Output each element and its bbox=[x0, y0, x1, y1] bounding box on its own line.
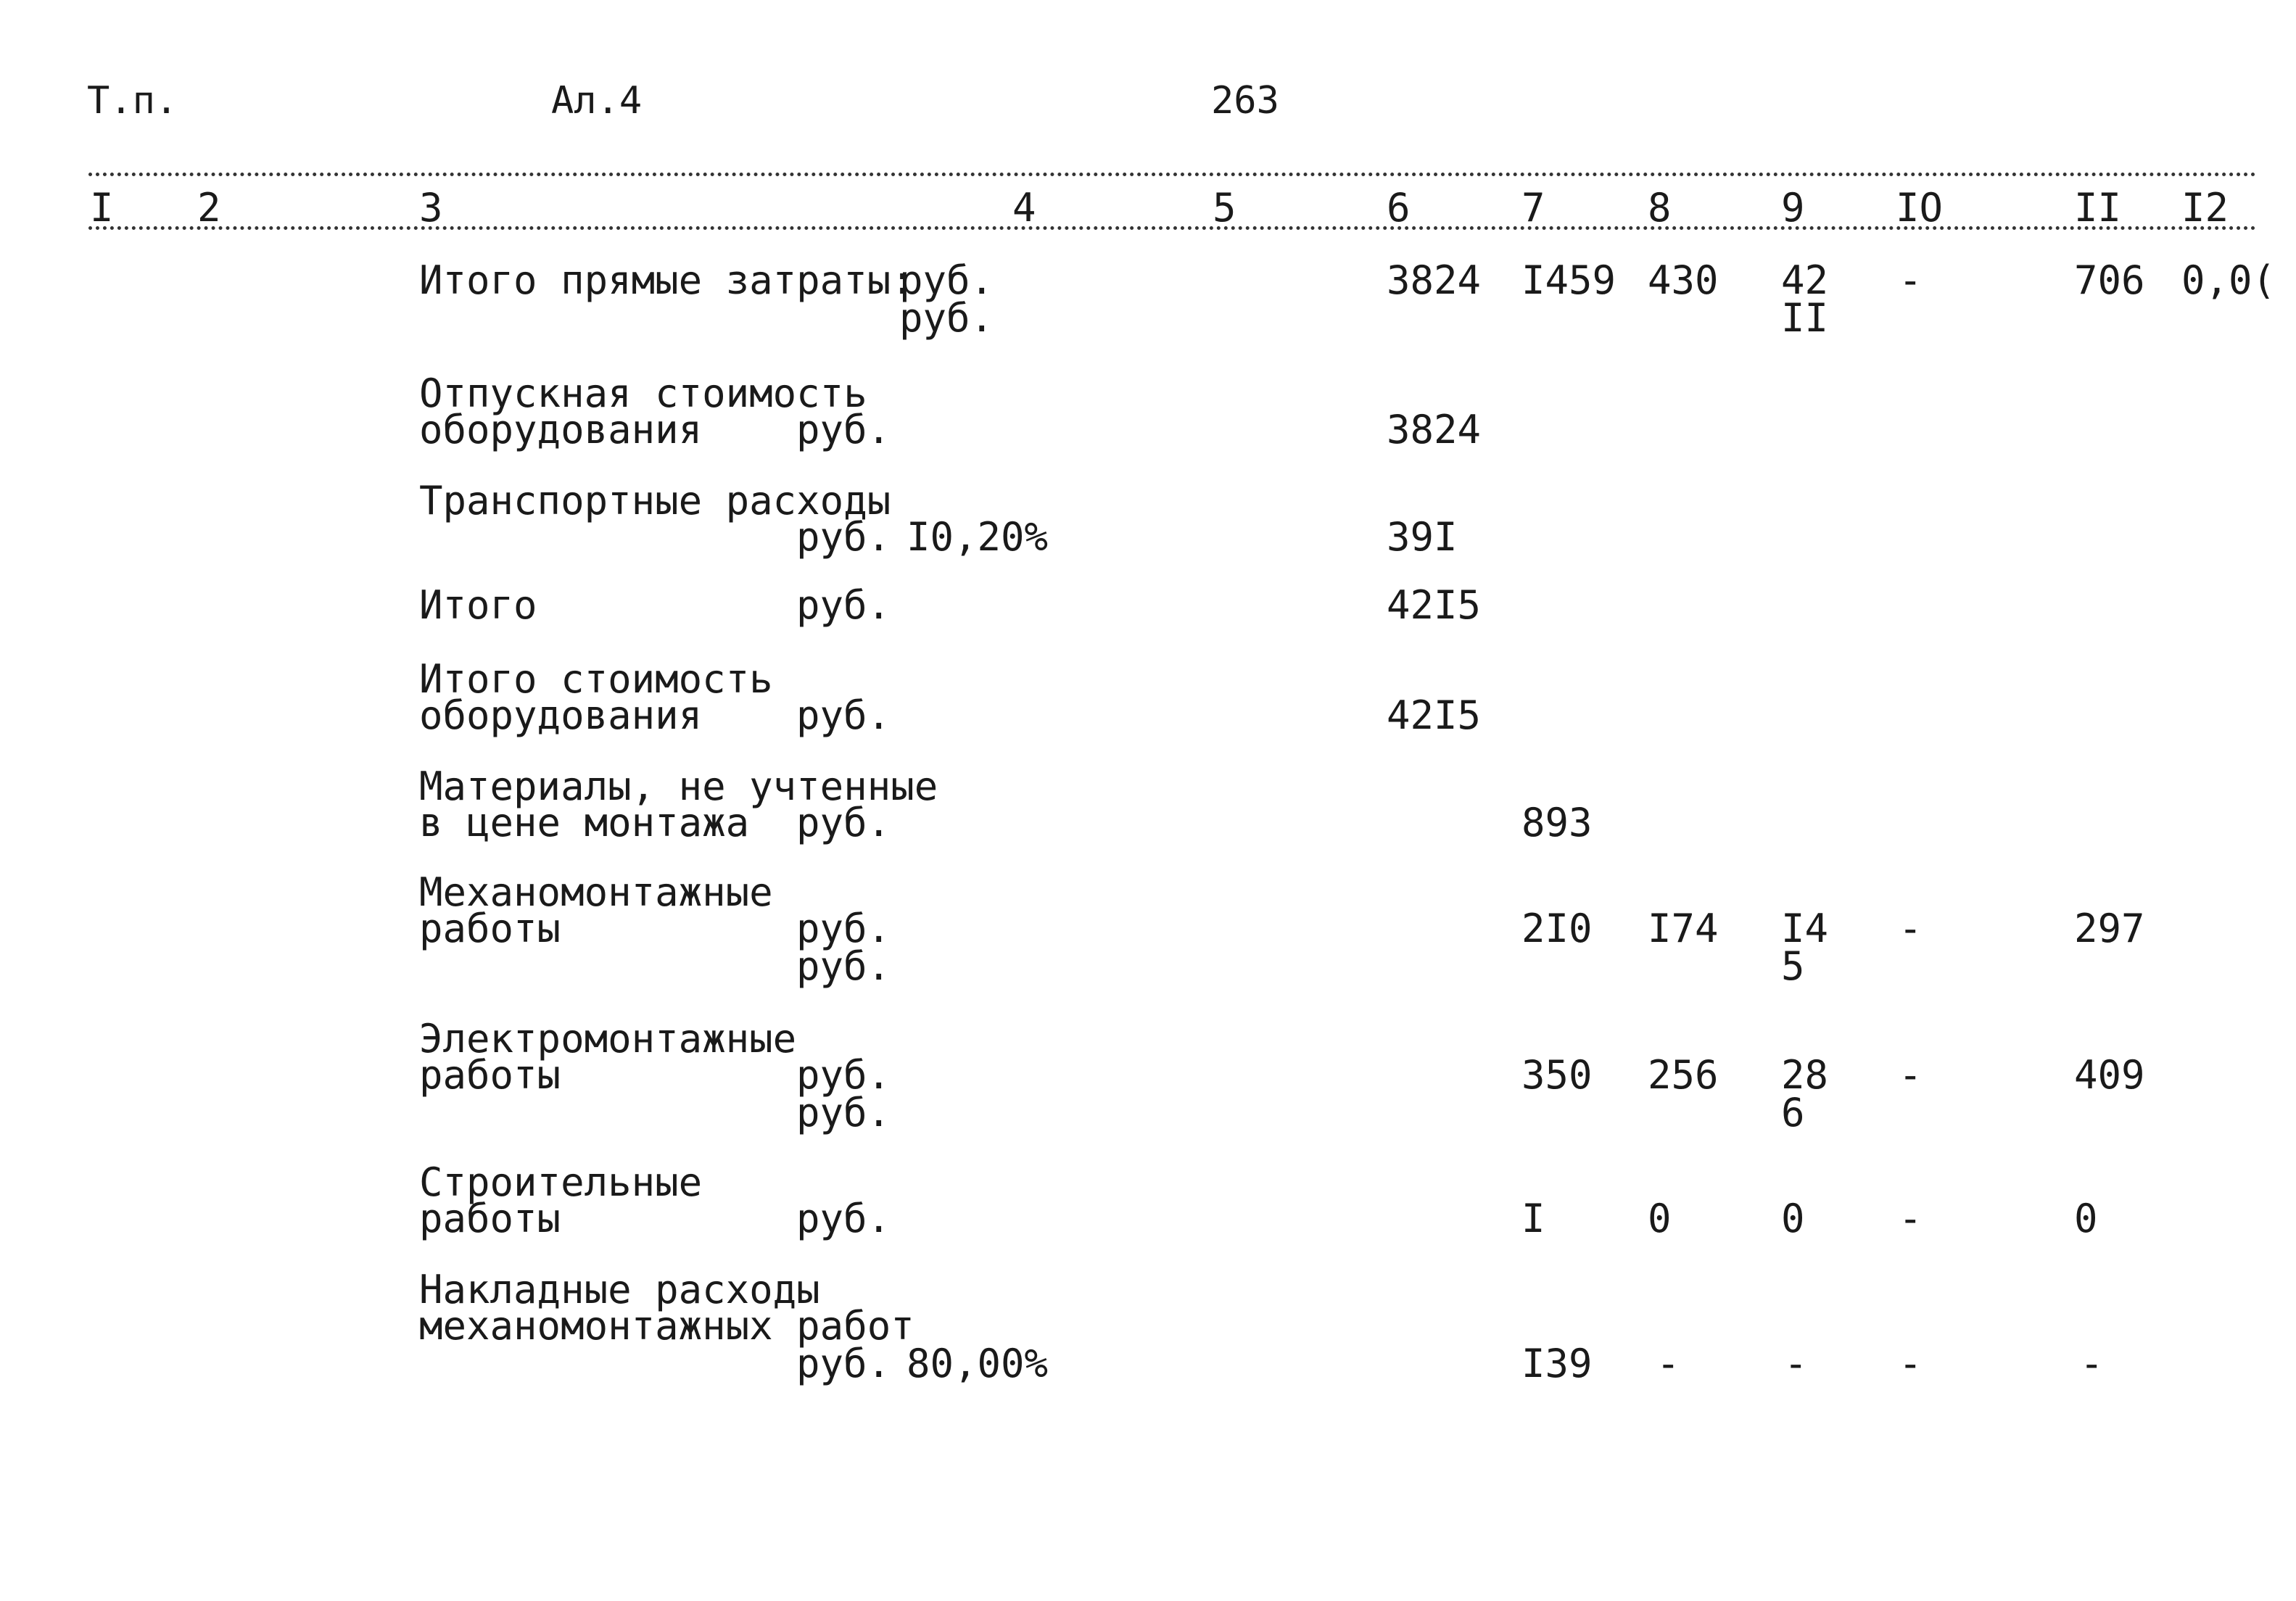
header-top-rule bbox=[88, 173, 2257, 176]
cell-col7: I bbox=[1521, 1196, 1545, 1241]
cell-col9: 0 bbox=[1781, 1196, 1805, 1241]
cell-col7: 350 bbox=[1521, 1052, 1593, 1098]
cell-col10: - bbox=[1899, 1196, 1923, 1241]
cell-col10: - bbox=[1899, 906, 1923, 951]
cell-col6: 42I5 bbox=[1387, 692, 1482, 738]
row-description-second: механомонтажных работ bbox=[419, 1303, 914, 1349]
row-description: Материалы, не учтенные bbox=[419, 764, 938, 809]
row-units: руб. bbox=[796, 1341, 891, 1386]
row-description: Итого стоимость bbox=[419, 656, 773, 702]
cell-col9: I4 bbox=[1781, 906, 1829, 951]
row-units-second: руб. bbox=[796, 1090, 891, 1135]
cell-col9: - bbox=[1784, 1341, 1808, 1386]
row-description: Электромонтажные bbox=[419, 1016, 797, 1062]
cell-col12: 0,0( bbox=[2181, 257, 2276, 303]
row-units: руб. bbox=[796, 582, 891, 628]
row-description-second: в цене монтажа bbox=[419, 800, 750, 845]
cell-col9-second: 6 bbox=[1781, 1090, 1805, 1135]
cell-col6: 39I bbox=[1387, 514, 1458, 560]
col-header-6: 6 bbox=[1387, 185, 1411, 231]
row-description: Итого прямые затраты: bbox=[419, 257, 914, 303]
row-description: Транспортные расходы bbox=[419, 478, 891, 524]
row-units-second: руб. bbox=[899, 295, 994, 341]
page-number: 263 bbox=[1211, 79, 1279, 123]
header-bottom-rule bbox=[88, 226, 2257, 230]
col-header-7: 7 bbox=[1521, 185, 1545, 231]
row-units: руб. bbox=[796, 906, 891, 951]
col-header-1: I bbox=[90, 185, 114, 231]
row-units: руб. bbox=[796, 692, 891, 738]
col-header-9: 9 bbox=[1781, 185, 1805, 231]
cell-col10: - bbox=[1899, 257, 1923, 303]
cell-col11: 297 bbox=[2074, 906, 2145, 951]
row-description: Механомонтажные bbox=[419, 869, 773, 915]
cell-col7: 893 bbox=[1521, 800, 1593, 845]
row-description: Отпускная стоимость bbox=[419, 371, 867, 416]
cell-col10: - bbox=[1899, 1341, 1923, 1386]
cell-col11: - bbox=[2080, 1341, 2104, 1386]
row-units: руб. bbox=[796, 514, 891, 560]
row-description: Накладные расходы bbox=[419, 1267, 820, 1312]
cell-col6: 3824 bbox=[1387, 407, 1482, 452]
cell-col8: 0 bbox=[1648, 1196, 1672, 1241]
col-header-12: I2 bbox=[2181, 185, 2229, 231]
cell-col9: 28 bbox=[1781, 1052, 1829, 1098]
row-description-second: оборудования bbox=[419, 407, 703, 452]
row-units: руб. bbox=[796, 407, 891, 452]
row-description: Итого bbox=[419, 582, 537, 628]
cell-col8: 256 bbox=[1648, 1052, 1719, 1098]
document-code: Т.п. bbox=[87, 79, 178, 123]
col-header-3: 3 bbox=[419, 185, 443, 231]
cell-col6: 3824 bbox=[1387, 257, 1482, 303]
col-header-10: IO bbox=[1896, 185, 1944, 231]
cell-col9-second: II bbox=[1781, 295, 1829, 341]
cell-col7: I459 bbox=[1521, 257, 1616, 303]
col-header-4: 4 bbox=[1012, 185, 1036, 231]
col-header-5: 5 bbox=[1213, 185, 1236, 231]
cell-col7: I39 bbox=[1521, 1341, 1593, 1386]
cell-col4: I0,20% bbox=[907, 514, 1049, 560]
row-units: руб. bbox=[899, 257, 994, 303]
row-units: руб. bbox=[796, 1052, 891, 1098]
row-description-second: оборудования bbox=[419, 692, 703, 738]
cell-col11: 409 bbox=[2074, 1052, 2145, 1098]
row-description-second: работы bbox=[419, 906, 561, 951]
row-description: Строительные bbox=[419, 1159, 703, 1205]
row-units-second: руб. bbox=[796, 943, 891, 989]
col-header-2: 2 bbox=[197, 185, 221, 231]
row-units: руб. bbox=[796, 1196, 891, 1241]
col-header-11: II bbox=[2074, 185, 2122, 231]
cell-col6: 42I5 bbox=[1387, 582, 1482, 628]
cell-col8: I74 bbox=[1648, 906, 1719, 951]
album-label: Ал.4 bbox=[551, 79, 643, 123]
cell-col10: - bbox=[1899, 1052, 1923, 1098]
cell-col11: 0 bbox=[2074, 1196, 2098, 1241]
cell-col8: 430 bbox=[1648, 257, 1719, 303]
row-description-second: работы bbox=[419, 1196, 561, 1241]
cell-col9-second: 5 bbox=[1781, 943, 1805, 989]
cell-col7: 2I0 bbox=[1521, 906, 1593, 951]
cell-col9: 42 bbox=[1781, 257, 1829, 303]
row-description-second: работы bbox=[419, 1052, 561, 1098]
row-units: руб. bbox=[796, 800, 891, 845]
cell-col4: 80,00% bbox=[907, 1341, 1049, 1386]
cell-col8: - bbox=[1656, 1341, 1680, 1386]
col-header-8: 8 bbox=[1648, 185, 1672, 231]
cell-col11: 706 bbox=[2074, 257, 2145, 303]
